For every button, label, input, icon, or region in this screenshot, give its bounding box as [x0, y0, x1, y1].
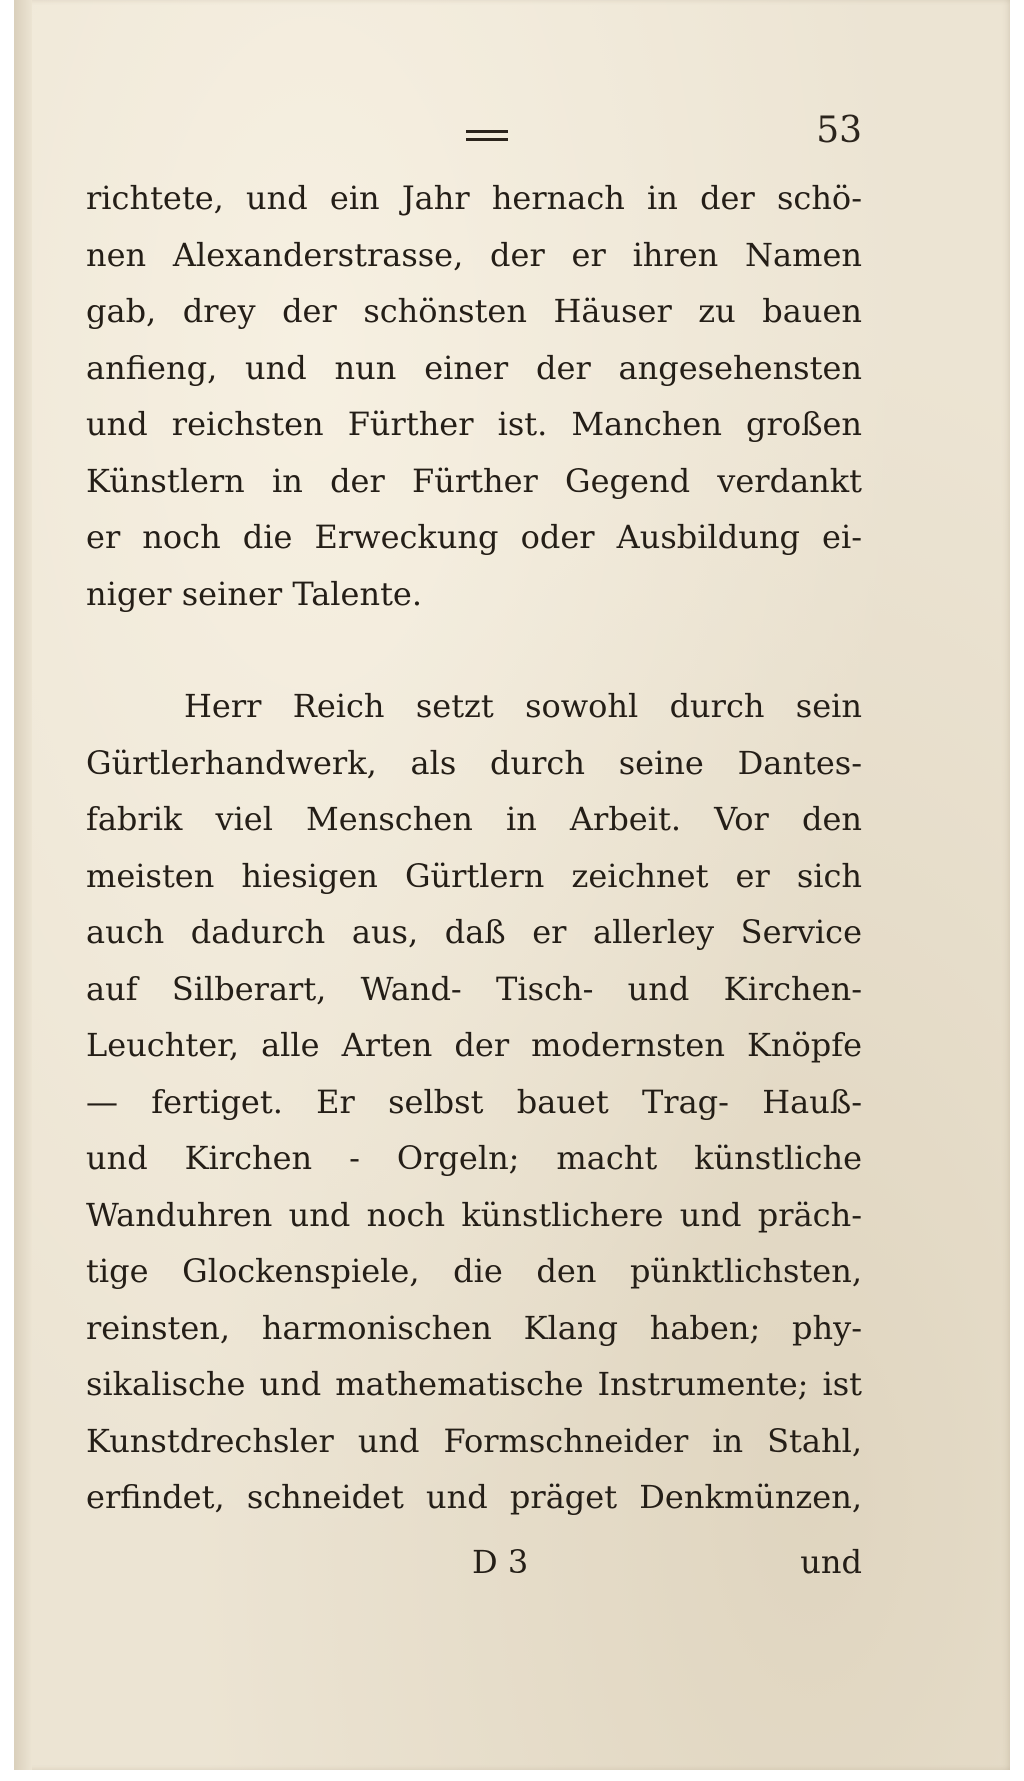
text-line: und Kirchen - Orgeln; macht künstliche [86, 1139, 862, 1177]
text-line: auch dadurch aus, daß er allerley Service [86, 913, 862, 951]
text-line: reinsten, harmonischen Klang haben; phy- [86, 1308, 862, 1347]
text-line: fabrik viel Menschen in Arbeit. Vor den [86, 800, 862, 838]
catchword: und [800, 1543, 862, 1581]
page-number: 53 [816, 110, 862, 151]
paragraph-gap [86, 622, 862, 678]
body-text [86, 170, 862, 1526]
signature-mark: D 3 [472, 1543, 529, 1581]
text-line: Wanduhren und noch künstlichere und präch- [86, 1195, 862, 1234]
text-line: sikalische und mathematische Instrumente; ist [86, 1365, 862, 1403]
text-line: und reichsten Fürther ist. Manchen großen [86, 405, 862, 443]
text-line: Herr Reich setzt sowohl durch sein [184, 687, 862, 725]
text-line: Gürtlerhandwerk, als durch seine Dantes- [86, 743, 862, 782]
paragraph-1 [86, 170, 862, 622]
text-line: tige Glockenspiele, die den pünktlichsten, [86, 1252, 862, 1290]
text-line: niger seiner Talente. [86, 574, 423, 613]
text-line: er noch die Erweckung oder Ausbildung ei- [86, 518, 862, 556]
text-line: gab, drey der schönsten Häuser zu bauen [86, 292, 862, 330]
text-line: auf Silberart, Wand- Tisch- und Kirchen- [86, 969, 862, 1008]
header-double-rule [466, 130, 508, 141]
text-line: Kunstdrechsler und Formschneider in Stahl, [86, 1421, 862, 1460]
text-line: Leuchter, alle Arten der modernsten Knöpfe [86, 1026, 862, 1064]
text-line: meisten hiesigen Gürtlern zeichnet er sich [86, 856, 862, 895]
book-page [14, 0, 1010, 1770]
text-line: anfieng, und nun einer der angesehensten [86, 348, 862, 387]
text-line: richtete, und ein Jahr hernach in der schö- [86, 179, 862, 217]
text-line: nen Alexanderstrasse, der er ihren Namen [86, 235, 862, 274]
text-line: Künstlern in der Fürther Gegend verdankt [86, 461, 862, 500]
paragraph-2 [86, 678, 862, 1526]
page-gutter [14, 0, 32, 1770]
text-line: — fertiget. Er selbst bauet Trag- Hauß- [86, 1082, 862, 1121]
text-line: erfindet, schneidet und präget Denkmünzen, [86, 1478, 862, 1516]
page-footer [86, 1543, 862, 1593]
